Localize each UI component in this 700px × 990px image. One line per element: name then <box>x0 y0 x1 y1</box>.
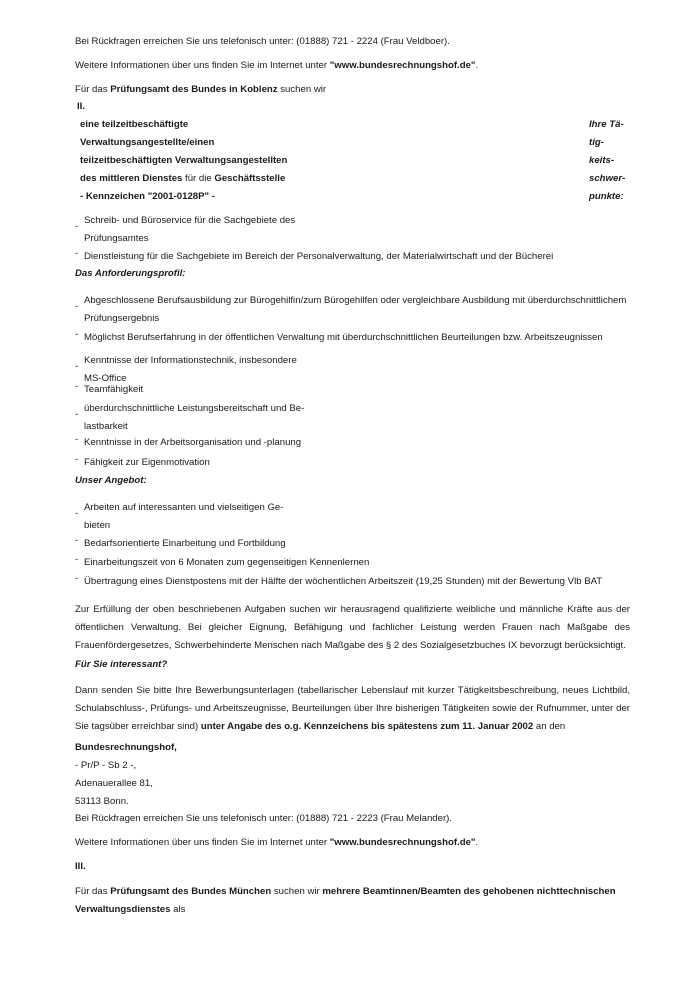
profile-text: lastbarkeit <box>84 421 128 432</box>
bullet-dash: - <box>75 554 79 565</box>
address-line: Adenauerallee 81, <box>75 778 153 789</box>
side-heading-line: schwer- <box>589 173 626 184</box>
task-text: Prüfungsamtes <box>84 233 149 244</box>
position-line-part: des mittleren Dienstes <box>80 173 183 184</box>
offer-text: bieten <box>84 520 111 531</box>
info-period: . <box>475 837 479 848</box>
offer-item <box>75 535 635 553</box>
section-number: II. <box>77 101 85 112</box>
bullet-dash: - <box>75 361 79 372</box>
task-text: Dienstleistung für die Sachgebiete im Bereich der Personalverwaltung, der Materialwirtschaft und der Bücherei <box>84 251 554 262</box>
bullet-dash: - <box>75 248 79 259</box>
address-line: - Pr/P - Sb 2 -, <box>75 760 137 771</box>
offer-text: Arbeiten auf interessanten und vielseitigen Ge- <box>84 502 284 513</box>
paragraph-equal-opportunity <box>75 601 630 655</box>
side-heading <box>589 116 639 206</box>
apply-deadline: unter Angabe des o.g. Kennzeichens bis spätestens zum 11. Januar 2002 <box>200 721 534 732</box>
bullet-dash: - <box>75 221 79 232</box>
paragraph-text: Zur Erfüllung der oben beschriebenen Aufgaben suchen wir herausragend qualifizierte weibliche und männliche Kräfte aus der öffentlichen Verwaltung. Bei gleicher Eignung, Befähigung und fachlicher Leistung werden Frauen nach Maßgabe des Frauenfördergesetzes, Schwerbehinderte Menschen nach Maßgabe des § 2 des Sozialgesetzbuches IX bevorzugt berücksichtigt. <box>75 604 630 651</box>
profile-item <box>75 292 635 328</box>
heading-text: Das Anforderungsprofil: <box>75 268 186 279</box>
info-period: . <box>475 60 479 71</box>
section-number: III. <box>75 861 86 872</box>
bullet-dash: - <box>75 573 79 584</box>
side-heading-line: keits- <box>589 155 615 166</box>
profile-text: überdurchschnittliche Leistungsbereitschaft und Be- <box>84 403 305 414</box>
apply-text: Dann senden Sie bitte Ihre Bewerbungsunterlagen (tabellarischer Lebenslauf mit kurzer Tätigkeitsbeschreibung, neues Lichtbild, Schulabschluss-, Prüfungs- und Arbeitszeugnisse, Beurteilungen über Ihre bisherigen Tätigkeiten sowie der Rufnummer, unter der Sie tagsüber erreichbar sind) <box>75 685 630 732</box>
address-line: 53113 Bonn. <box>75 796 129 807</box>
bullet-dash: - <box>75 329 79 340</box>
bullet-dash: - <box>75 434 79 445</box>
apply-text: an den <box>533 721 566 732</box>
offer-item <box>75 554 635 572</box>
profile-text: Abgeschlossene Berufsausbildung zur Bürogehilfin/zum Bürogehilfen oder vergleichbare Ausbildung mit überdurchschnittlichem <box>84 295 627 306</box>
bullet-dash: - <box>75 381 79 392</box>
position-line: teilzeitbeschäftigten Verwaltungsangestellten <box>80 155 288 166</box>
position-line-part: Geschäftsstelle <box>214 173 286 184</box>
address-name: Bundesrechnungshof, <box>75 742 177 753</box>
offer-item <box>75 573 635 591</box>
profile-text: MS-Office <box>84 373 127 384</box>
position-code: - Kennzeichen "2001-0128P" - <box>80 191 215 202</box>
profile-text: Prüfungsergebnis <box>84 313 160 324</box>
intro-pre: Für das <box>75 84 111 95</box>
offer-heading <box>75 472 635 490</box>
position-title-block <box>80 116 340 206</box>
info-text: Weitere Informationen über uns finden Sie im Internet unter <box>75 837 330 848</box>
munich-position: mehrere Beamtinnen/Beamten des gehobenen nichttechnischen Verwaltungsdienstes <box>75 886 616 915</box>
task-item <box>75 212 635 248</box>
application-paragraph <box>75 682 630 736</box>
task-item <box>75 248 635 266</box>
position-line <box>80 170 340 188</box>
task-text: Schreib- und Büroservice für die Sachgebiete des <box>84 215 296 226</box>
bullet-dash: - <box>75 508 79 519</box>
position-line-part: für die <box>182 173 215 184</box>
info-line-1 <box>75 57 635 75</box>
info-line-2 <box>75 834 635 852</box>
contact-text: Bei Rückfragen erreichen Sie uns telefonisch unter: (01888) 721 - 2224 (Frau Veldboer). <box>75 36 450 47</box>
section-heading-iii <box>75 858 635 876</box>
profile-item <box>75 434 635 452</box>
bullet-dash: - <box>75 454 79 465</box>
profile-item <box>75 329 635 347</box>
address-block <box>75 739 635 811</box>
munich-text: suchen wir <box>271 886 323 897</box>
profile-item <box>75 400 635 436</box>
info-text: Weitere Informationen über uns finden Sie im Internet unter <box>75 60 330 71</box>
section-heading-ii <box>77 98 637 116</box>
side-heading-line: tig- <box>589 137 604 148</box>
side-heading-line: punkte: <box>589 191 624 202</box>
bullet-dash: - <box>75 535 79 546</box>
website-link[interactable]: "www.bundesrechnungshof.de" <box>329 837 476 848</box>
side-heading-line: Ihre Tä- <box>589 119 624 130</box>
bullet-dash: - <box>75 409 79 420</box>
website-link[interactable]: "www.bundesrechnungshof.de" <box>329 60 476 71</box>
profile-text: Fähigkeit zur Eigenmotivation <box>84 457 210 468</box>
offer-text: Übertragung eines Dienstpostens mit der Hälfte der wöchentlichen Arbeitszeit (19,25 Stunden) mit der Bewertung Vlb BAT <box>84 576 603 587</box>
heading-text: Unser Angebot: <box>75 475 147 486</box>
offer-item <box>75 499 635 535</box>
contact-line-1 <box>75 33 635 51</box>
intro-post: suchen wir <box>277 84 327 95</box>
position-line: Verwaltungsangestellte/einen <box>80 137 215 148</box>
contact-text: Bei Rückfragen erreichen Sie uns telefonisch unter: (01888) 721 - 2223 (Frau Melander). <box>75 813 453 824</box>
profile-heading <box>75 265 635 283</box>
profile-text: Kenntnisse in der Arbeitsorganisation und -planung <box>84 437 302 448</box>
munich-text: Für das <box>75 886 111 897</box>
profile-text: Kenntnisse der Informationstechnik, insbesondere <box>84 355 297 366</box>
munich-office: Prüfungsamt des Bundes München <box>110 886 272 897</box>
munich-intro <box>75 883 630 919</box>
profile-text: Teamfähigkeit <box>84 384 144 395</box>
office-name: Prüfungsamt des Bundes in Koblenz <box>110 84 278 95</box>
intro-line <box>75 81 635 99</box>
profile-text: Möglichst Berufserfahrung in der öffentlichen Verwaltung mit überdurchschnittlichen Beurteilungen bzw. Arbeitszeugnissen <box>84 332 603 343</box>
contact-line-2 <box>75 810 635 828</box>
profile-item <box>75 454 635 472</box>
munich-text: als <box>170 904 186 915</box>
offer-text: Bedarfsorientierte Einarbeitung und Fortbildung <box>84 538 286 549</box>
heading-text: Für Sie interessant? <box>75 659 168 670</box>
interest-heading <box>75 656 635 674</box>
profile-item <box>75 381 635 399</box>
position-line: eine teilzeitbeschäftigte <box>80 119 189 130</box>
offer-text: Einarbeitungszeit von 6 Monaten zum gegenseitigen Kennenlernen <box>84 557 370 568</box>
bullet-dash: - <box>75 301 79 312</box>
